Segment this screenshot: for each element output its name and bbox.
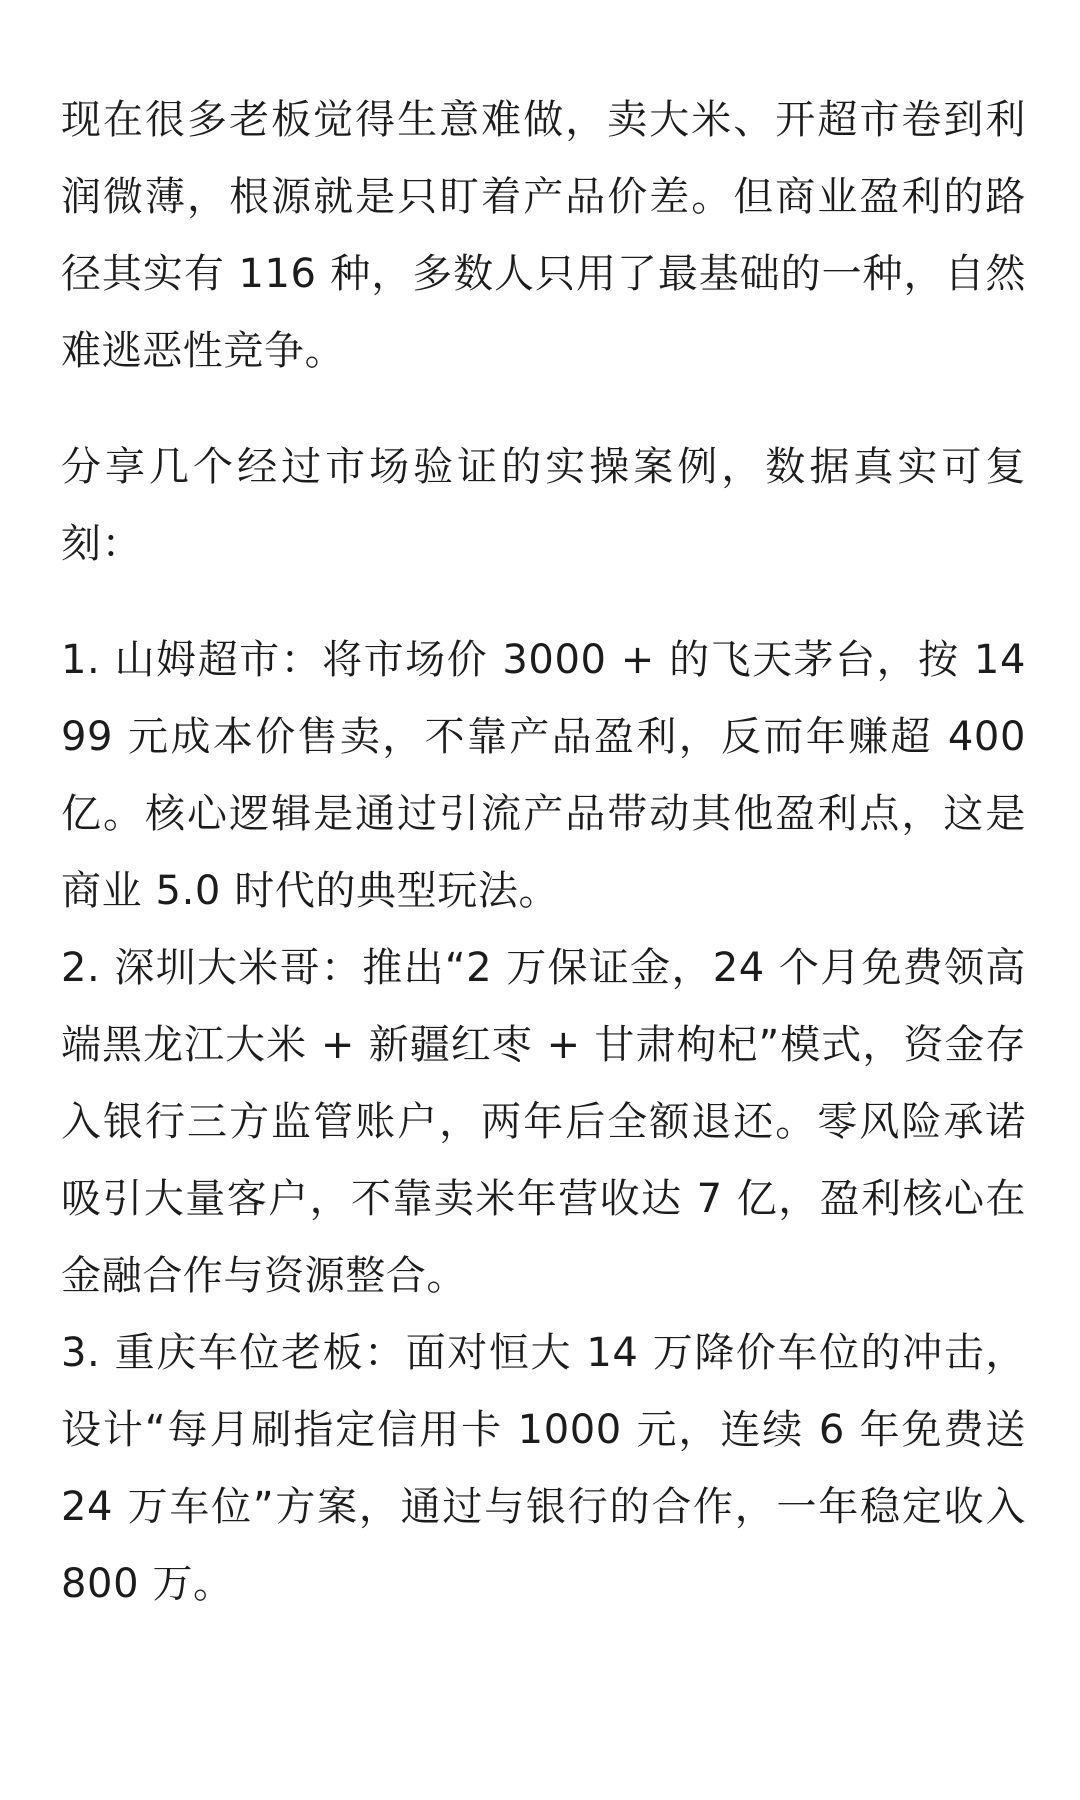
case-1-paragraph: 1. 山姆超市：将市场价 3000 + 的飞天茅台，按 1499 元成本价售卖，不靠产品盈利，反而年赚超 400 亿。核心逻辑是通过引流产品带动其他盈利点，这是商业 5.0 时代的典型玩法。 — [61, 637, 1026, 914]
case-3-paragraph: 3. 重庆车位老板：面对恒大 14 万降价车位的冲击，设计“每月刷指定信用卡 1000 元，连续 6 年免费送 24 万车位”方案，通过与银行的合作，一年稳定收入 800 万。 — [61, 1330, 1026, 1607]
intro-paragraph: 现在很多老板觉得生意难做，卖大米、开超市卷到利润微薄，根源就是只盯着产品价差。但商业盈利的路径其实有 116 种，多数人只用了最基础的一种，自然难逃恶性竞争。 — [61, 97, 1026, 374]
case-2-paragraph: 2. 深圳大米哥：推出“2 万保证金，24 个月免费领高端黑龙江大米 + 新疆红枣 + 甘肃枸杞”模式，资金存入银行三方监管账户，两年后全额退还。零风险承诺吸引大量客户，不靠卖米年营收达 7 亿，盈利核心在金融合作与资源整合。 — [61, 945, 1026, 1299]
article-body — [61, 82, 1026, 1623]
cases-intro-paragraph: 分享几个经过市场验证的实操案例，数据真实可复刻： — [61, 444, 1026, 567]
